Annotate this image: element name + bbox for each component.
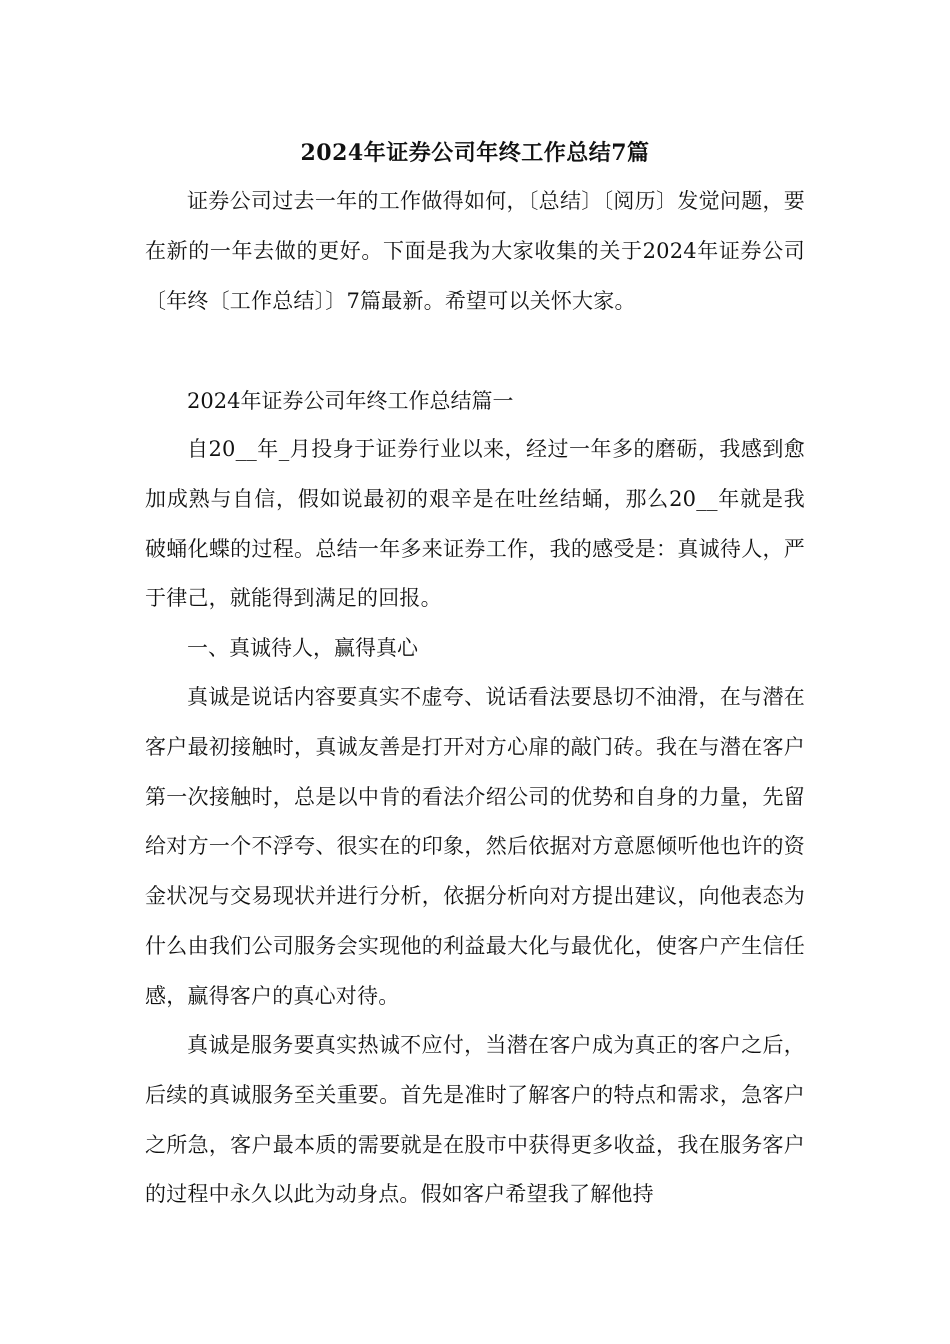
intro-paragraph: 证券公司过去一年的工作做得如何，〔总结〕〔阅历〕发觉问题，要在新的一年去做的更好。下面是我为大家收集的关于2024年证券公司〔年终〔工作总结〕〕7篇最新。希望可以关怀大家。 — [145, 189, 805, 313]
paragraph-2: 真诚是说话内容要真实不虚夸、说话看法要恳切不油滑，在与潜在客户最初接触时，真诚友善是打开对方心扉的敲门砖。我在与潜在客户第一次接触时，总是以中肯的看法介绍公司的优势和自身的力量，先留给对方一个不浮夸、很实在的印象，然后依据对方意愿倾听他也许的资金状况与交易现状并进行分析，依据分析向对方提出建议，向他表态为什么由我们公司服务会实现他的利益最大化与最优化，使客户产生信任感，赢得客户的真心对待。 — [145, 685, 805, 1008]
paragraph-3: 真诚是服务要真实热诚不应付，当潜在客户成为真正的客户之后，后续的真诚服务至关重要。首先是准时了解客户的特点和需求，急客户之所急，客户最本质的需要就是在股市中获得更多收益，我在服务客户的过程中永久以此为动身点。假如客户希望我了解他持 — [145, 1033, 805, 1207]
section-title-1: 2024年证券公司年终工作总结篇一 — [187, 389, 514, 413]
subheading-1: 一、真诚待人，赢得真心 — [187, 636, 418, 660]
paragraph-1: 自20__年_月投身于证券行业以来，经过一年多的磨砺，我感到愈加成熟与自信，假如说最初的艰辛是在吐丝结蛹，那么20__年就是我破蛹化蝶的过程。总结一年多来证券工作，我的感受是：真诚待人，严于律己，就能得到满足的回报。 — [145, 437, 805, 611]
document-title: 2024年证券公司年终工作总结7篇 — [300, 140, 650, 166]
